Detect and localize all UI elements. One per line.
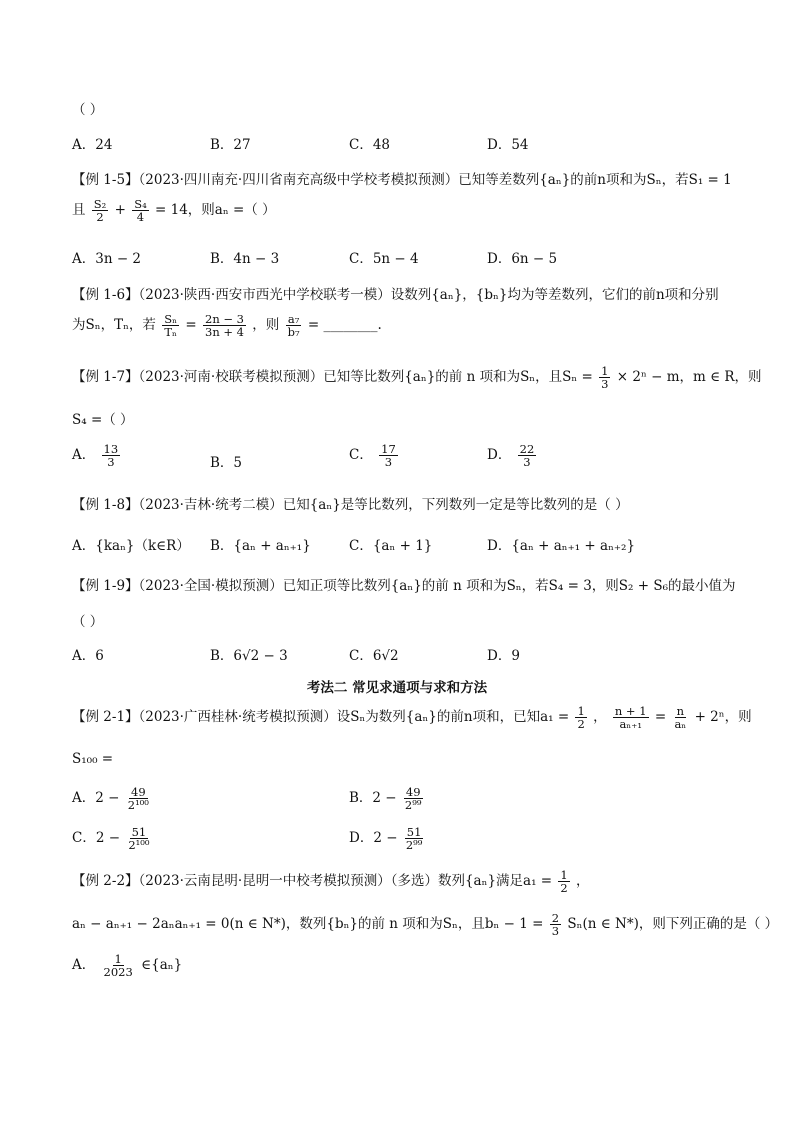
denominator: 2 (577, 717, 585, 732)
numerator: 49 (131, 785, 146, 799)
numerator: 49 (405, 785, 421, 799)
operator: + (114, 202, 126, 219)
question-text: ，则 (252, 317, 280, 334)
option-a (72, 786, 153, 811)
question-text: （2023·全国·模拟预测）已知正项等比数列{aₙ}的前 n 项和为Sₙ，若S₄ = 3，则S₂ + S₆的最小值为 (138, 578, 736, 594)
numerator: 1 (601, 364, 609, 378)
denominator: 2 (560, 881, 568, 896)
answer-blank: （ ） (72, 102, 104, 118)
option-a (72, 953, 182, 978)
question-text: × 2ⁿ − m，m ∈ R，则 (616, 369, 762, 386)
denominator: 3 (601, 377, 609, 392)
numerator: 2 (551, 911, 560, 925)
option-label: C． (349, 447, 373, 464)
example-tag: 【例 1-5】 (72, 172, 139, 188)
fraction (672, 705, 688, 730)
fraction (599, 365, 610, 390)
fraction (558, 869, 569, 894)
numerator: 51 (131, 825, 147, 839)
denominator: aₙ (674, 717, 687, 732)
question-text: = 14，则aₙ =（ ） (155, 202, 276, 219)
numerator: n + 1 (614, 704, 647, 718)
denominator: 2¹⁰⁰ (128, 838, 150, 853)
question-text: + 2ⁿ，则 (694, 709, 752, 726)
option-c: C．5n − 4 (349, 251, 419, 267)
numerator: 51 (406, 825, 422, 839)
option-d (349, 826, 426, 851)
numerator: 1 (114, 952, 122, 966)
numerator: 1 (577, 704, 585, 718)
fraction (126, 826, 151, 851)
fraction (379, 443, 398, 468)
fraction (162, 313, 179, 338)
question-line (72, 574, 736, 594)
option-a: A．24 (72, 137, 113, 153)
question-line (72, 168, 732, 188)
question-line (72, 313, 382, 338)
denominator: b₇ (287, 325, 300, 340)
option-b (349, 786, 425, 811)
section-title: 考法二 常见求通项与求和方法 (306, 680, 488, 696)
question-line: S₄ =（ ） (72, 412, 134, 428)
question-text: （2023·河南·校联考模拟预测）已知等比数列{aₙ}的前 n 项和为Sₙ，且Sₙ = (138, 369, 593, 386)
example-tag: 【例 1-6】 (72, 287, 139, 303)
option-d: D．9 (487, 648, 520, 664)
numerator: 17 (381, 442, 396, 456)
option-b: B．4n − 3 (210, 251, 280, 267)
fraction (404, 826, 425, 851)
question-line: S₁₀₀ = (72, 751, 114, 767)
fraction (575, 705, 586, 730)
option-d: D．6n − 5 (487, 251, 558, 267)
fraction (550, 912, 561, 937)
operator: = (185, 317, 197, 334)
option-d: D．54 (487, 137, 529, 153)
denominator: Tₙ (164, 325, 177, 340)
numerator: S₂ (93, 197, 107, 211)
option-c: C．{aₙ + 1} (349, 538, 433, 554)
question-text: （2023·陕西·西安市西光中学校联考一模）设数列{aₙ}，{bₙ}均为等差数列，它们的前n项和分别 (138, 287, 719, 303)
numerator: S₄ (134, 197, 147, 211)
denominator: 3 (523, 455, 531, 470)
question-text: （2023·吉林·统考二模）已知{aₙ}是等比数列，下列数列一定是等比数列的是（ ） (138, 497, 629, 513)
option-text: ∈{aₙ} (141, 957, 183, 974)
fraction (403, 786, 424, 811)
option-b: B．{aₙ + aₙ₊₁} (210, 538, 311, 554)
question-line (72, 869, 590, 894)
question-text: （2023·广西桂林·统考模拟预测）设Sₙ为数列{aₙ}的前n项和，已知a₁ = (138, 709, 570, 726)
question-line (72, 493, 629, 513)
option-a: A．{kaₙ}（k∈R） (72, 538, 190, 554)
option-a: A．6 (72, 648, 104, 664)
option-b: B．27 (210, 137, 251, 153)
denominator: 2⁹⁹ (404, 798, 422, 813)
option-d: D．{aₙ + aₙ₊₁ + aₙ₊₂} (487, 538, 636, 554)
denominator: 3 (107, 455, 115, 470)
option-label: D． (487, 447, 512, 464)
answer-blank: = ________. (307, 317, 382, 334)
option-a (72, 443, 122, 468)
question-line (72, 283, 719, 303)
question-line (72, 912, 778, 937)
numerator: n (676, 704, 685, 718)
example-tag: 【例 2-1】 (72, 709, 139, 726)
example-tag: 【例 1-9】 (72, 578, 139, 594)
question-text: 为Sₙ，Tₙ，若 (72, 317, 156, 334)
option-c (349, 443, 400, 468)
denominator: 2¹⁰⁰ (127, 798, 149, 813)
option-label: A． (72, 957, 96, 974)
example-tag: 【例 2-2】 (72, 873, 139, 890)
option-label: A．2 − (72, 790, 120, 807)
fraction (203, 313, 246, 338)
option-c: C．48 (349, 137, 391, 153)
denominator: 3n + 4 (205, 325, 244, 340)
operator: = (654, 709, 667, 726)
option-label: A． (72, 447, 96, 464)
option-a: A．3n − 2 (72, 251, 142, 267)
option-b: B．6√2 − 3 (210, 648, 288, 664)
option-label: B．2 − (349, 790, 397, 807)
fraction (286, 313, 302, 338)
question-line (72, 365, 762, 390)
question-text: （2023·云南昆明·昆明一中校考模拟预测）（多选）数列{aₙ}满足a₁ = (138, 873, 553, 890)
fraction (92, 198, 109, 223)
option-b: B．5 (210, 455, 243, 471)
denominator: 4 (136, 210, 145, 225)
numerator: 1 (560, 868, 568, 882)
denominator: 3 (551, 924, 560, 939)
denominator: 2 (96, 210, 104, 225)
denominator: aₙ₊₁ (619, 717, 642, 732)
punctuation: ， (593, 709, 607, 726)
numerator: Sₙ (164, 312, 178, 326)
question-text: aₙ − aₙ₊₁ − 2aₙaₙ₊₁ = 0(n ∈ N*)，数列{bₙ}的前 n 项和为Sₙ，且bₙ − 1 = (72, 916, 544, 933)
numerator: 2n − 3 (205, 312, 244, 326)
fraction (126, 786, 151, 811)
denominator: 2⁹⁹ (405, 838, 423, 853)
example-tag: 【例 1-8】 (72, 497, 139, 513)
example-tag: 【例 1-7】 (72, 369, 139, 386)
fraction (102, 953, 135, 978)
question-text: （2023·四川南充·四川省南充高级中学校考模拟预测）已知等差数列{aₙ}的前n项和为Sₙ，若S₁ = 1 (138, 172, 732, 188)
numerator: 22 (519, 442, 535, 456)
numerator: 13 (103, 442, 119, 456)
option-c: C．6√2 (349, 648, 399, 664)
question-line (72, 705, 752, 730)
question-text: Sₙ(n ∈ N*)，则下列正确的是（ ） (567, 916, 779, 933)
fraction (613, 705, 649, 730)
numerator: a₇ (287, 312, 300, 326)
option-c (72, 826, 153, 851)
fraction (102, 443, 121, 468)
option-label: C．2 − (72, 830, 121, 847)
question-line: （ ） (72, 614, 104, 630)
fraction (518, 443, 537, 468)
denominator: 3 (384, 455, 393, 470)
option-d (487, 443, 538, 468)
punctuation: ， (576, 873, 590, 890)
denominator: 2023 (103, 965, 133, 980)
question-text: 且 (72, 202, 86, 219)
fraction (132, 198, 149, 223)
question-line (72, 198, 276, 223)
option-label: D．2 − (349, 830, 398, 847)
